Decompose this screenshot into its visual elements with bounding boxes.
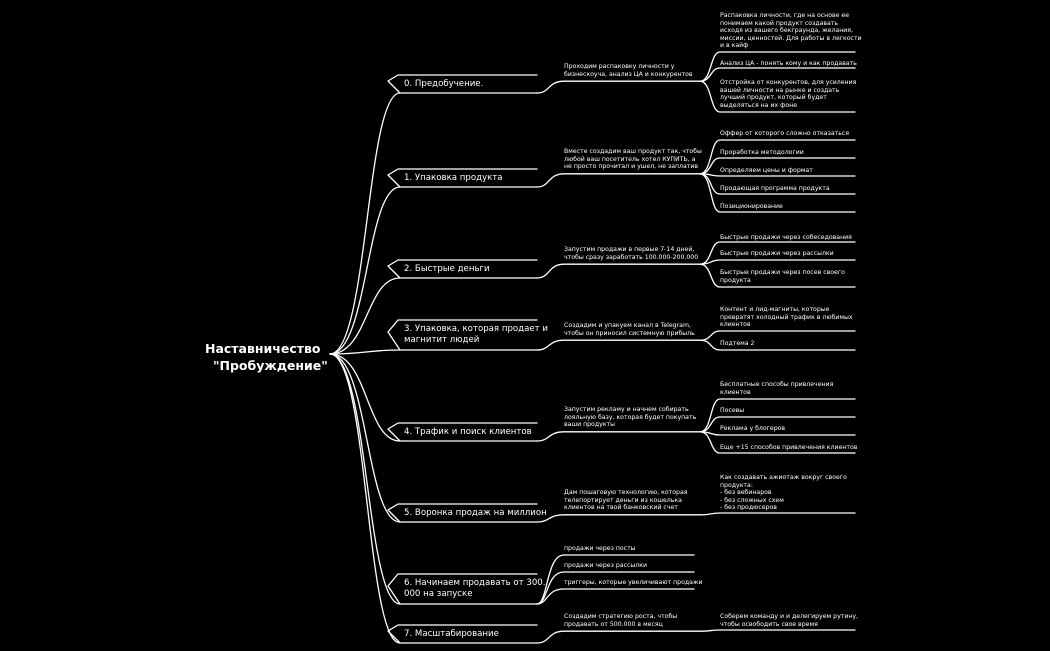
topic-7-description-text: продавать от 500.000 в месяц [564,620,663,628]
topic-2-leaf-0[interactable] [720,234,852,242]
topic-5-description-text: телепортирует деньги из кошелька [564,496,682,504]
topic-1-description-text: Вместе создадим ваш продукт так, чтобы [564,148,702,155]
topic-2-leaf-2-text: Быстрые продажи через посев своего [720,269,845,276]
topic-1[interactable] [404,173,503,184]
topic-2-leaf-2-text: продукта [720,276,751,284]
topic-7-leaf-0[interactable] [720,613,858,628]
topic-0-leaf-1-text: Анализ ЦА - понять кому и как продавать [720,60,857,67]
topic-4-leaf-0-text: Бесплатные способы привлечения [720,381,834,388]
topic-0-leaf-2-text: вашей личности на рынке и создать [720,86,840,94]
topic-4-description-text: лояльную базу, которая будет покупать [564,413,697,421]
topic-1-text: 1. Упаковка продукта [404,173,503,183]
topic-3[interactable] [404,324,548,346]
topic-6-leaf-0[interactable] [564,545,636,553]
topic-2-description[interactable] [564,246,698,261]
topic-5-description-text: Дам пошаговую технологию, которая [564,489,688,496]
topic-4-text: 4. Трафик и поиск клиентов [404,427,532,437]
topic-6-leaf-0-text: продажи через посты [564,545,636,552]
topic-7-leaf-0-text: Соберем команду и и делегируем рутину, [720,613,859,620]
topic-0-description-text: Проходим распаковку личности у [564,63,675,70]
topic-1-leaf-3[interactable] [720,185,830,193]
topic-2-leaf-2[interactable] [720,269,845,284]
topic-2-description-text: Запустим продажи в первые 7-14 дней, [564,246,695,253]
topic-1-description-text: не просто прочитал и ушел, не заплатив [564,163,699,171]
topic-0-leaf-0-text: миссии, ценностей. Для работы в легкости [720,34,862,42]
topic-2[interactable] [404,264,490,275]
topic-4-leaf-3[interactable] [720,444,857,452]
topic-3-leaf-0-text: клиентов [720,321,751,329]
topic-4-leaf-2-text: Реклама у блогеров [720,425,786,432]
topic-0-leaf-1[interactable] [720,60,857,68]
topic-6-leaf-2[interactable] [564,579,703,587]
topic-0[interactable] [404,79,483,90]
topic-2-leaf-1[interactable] [720,250,834,258]
topic-0-leaf-2-text: Отстройка от конкурентов, для усиления [720,79,857,86]
topic-5[interactable] [404,508,547,519]
topic-3-leaf-0-text: Контент и лид-магниты, которые [720,306,830,313]
topic-4-leaf-3-text: Еще +15 способов привлечения клиентов [720,444,858,451]
topic-6-text: 000 на запуске [404,589,473,599]
topic-1-leaf-1[interactable] [720,149,804,157]
topic-0-leaf-0-text: Распаковка личности, где на основе ее [720,12,850,19]
topic-1-description[interactable] [564,148,702,171]
topic-1-description-text: любой ваш посетитель хотел КУПИТЬ, а [564,155,696,163]
topic-0-text: 0. Предобучение. [404,79,484,89]
topic-3-description[interactable] [564,322,695,337]
topic-5-leaf-0-text: - без продюсеров [720,504,777,512]
topic-2-leaf-1-text: Быстрые продажи через рассылки [720,250,834,257]
topic-1-leaf-2[interactable] [720,167,813,175]
topic-0-description-text: бизнескоуча, анализ ЦА и конкурентов [564,70,693,78]
topic-6-text: 6. Начинаем продавать от 300. [404,578,546,588]
topic-4[interactable] [404,427,532,438]
topic-3-text: магнитит людей [404,335,480,345]
topic-0-leaf-0-text: и в кайф [720,42,749,50]
topic-5-leaf-0-text: - без вебинаров [720,489,772,497]
topic-5-text: 5. Воронка продаж на миллион [404,508,547,518]
topic-0-description[interactable] [564,63,693,78]
topic-1-leaf-3-text: Продающая программа продукта [720,185,830,192]
root-title-line1: Наставничество [205,341,321,356]
topic-7-description[interactable] [564,613,677,628]
topic-3-text: 3. Упаковка, которая продает и [404,324,548,334]
topic-3-description-text: чтобы он приносил системную прибыль [564,329,695,337]
topic-1-leaf-0-text: Оффер от которого сложно отказаться [720,130,850,137]
topic-1-leaf-0[interactable] [720,130,849,138]
topic-3-leaf-1[interactable] [720,340,755,348]
topic-1-leaf-4[interactable] [720,203,783,211]
topic-1-leaf-1-text: Проработка методологии [720,149,804,156]
topic-4-description-text: Запустим рекламу и начнем собирать [564,406,689,413]
topic-7-text: 7. Масштабирование [404,629,499,639]
topic-7[interactable] [404,629,499,640]
topic-5-leaf-0[interactable] [720,474,847,512]
topic-3-leaf-0[interactable] [720,306,853,329]
topic-6-leaf-1-text: продажи через рассылки [564,562,647,569]
topic-0-leaf-0-text: исходя из вашего бекграунда, желания, [720,27,853,35]
topic-4-leaf-2[interactable] [720,425,785,433]
topic-6-leaf-2-text: триггеры, которые увеличивают продажи [564,579,703,586]
topic-0-leaf-2[interactable] [720,79,856,109]
topic-5-leaf-0-text: Как создавать ажиотаж вокруг своего [720,474,847,481]
topic-4-description-text: ваши продукты [564,421,616,429]
topic-4-leaf-1[interactable] [720,407,744,415]
topic-7-description-text: Создадим стратегию роста, чтобы [564,613,678,620]
root-node[interactable] [205,340,328,374]
root-title-line2: "Пробуждение" [213,358,328,373]
topic-4-leaf-0[interactable] [720,381,833,396]
topic-0-leaf-0[interactable] [720,12,862,50]
topic-4-leaf-0-text: клиентов [720,388,751,396]
topic-2-leaf-0-text: Быстрые продажи через собеседования [720,234,852,241]
topic-5-description[interactable] [564,489,687,512]
topic-6[interactable] [404,578,546,600]
topic-6-leaf-1[interactable] [564,562,647,570]
topic-0-leaf-2-text: выделяться на их фоне [720,101,798,109]
topic-4-description[interactable] [564,406,696,429]
topic-2-text: 2. Быстрые деньги [404,264,490,274]
topic-0-leaf-0-text: понимаем какой продукт создавать [720,19,839,27]
topic-1-leaf-4-text: Позиционирование [720,203,783,210]
topic-0-leaf-2-text: лучший продукт, который будет [720,94,827,102]
topic-5-leaf-0-text: продукта: [720,481,753,489]
topic-5-description-text: клиентов на твой банковский счет [564,504,678,512]
topic-4-leaf-1-text: Посевы [720,407,745,414]
topic-1-leaf-2-text: Определяем цены и формат [720,167,813,174]
topic-5-leaf-0-text: - без сложных схем [720,496,784,504]
topic-2-description-text: чтобы сразу заработать 100.000-200.000 [564,253,699,261]
topic-3-leaf-0-text: превратят холодный трафик в любимых [720,313,853,321]
topic-3-leaf-1-text: Подтема 2 [720,340,755,347]
topic-7-leaf-0-text: чтобы освободить свое время [720,620,818,628]
topic-3-description-text: Создадим и упакуем канал в Telegram, [564,322,691,329]
